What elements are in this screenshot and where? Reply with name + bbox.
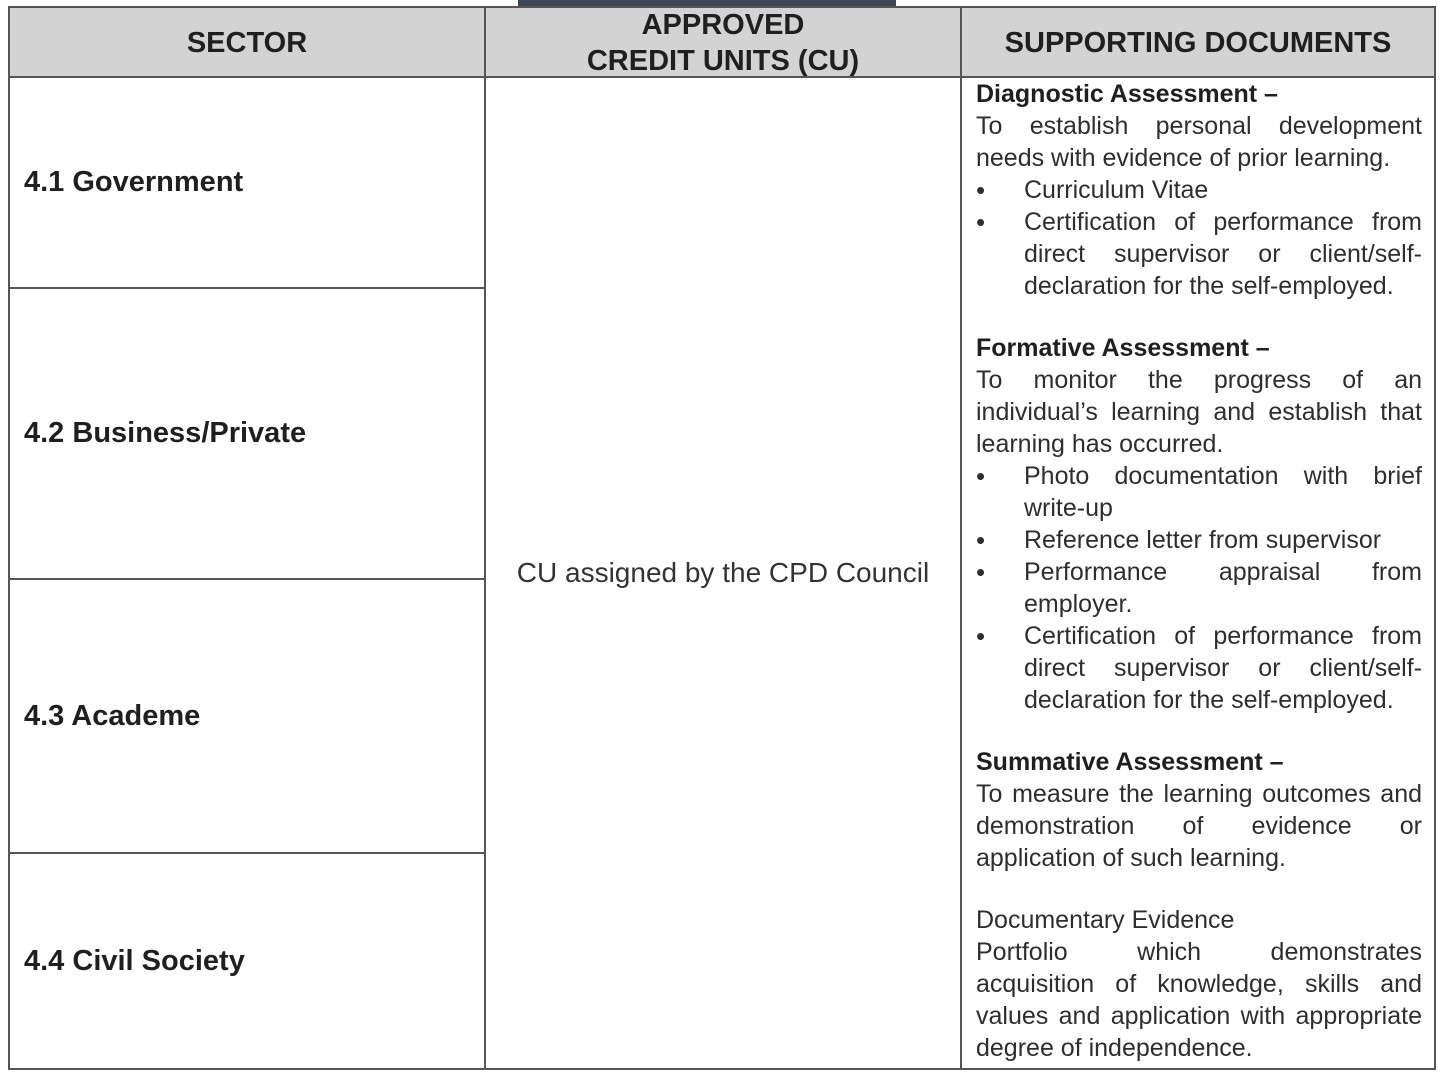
column-divider-2	[960, 8, 962, 1068]
sector-government: 4.1 Government	[24, 166, 244, 198]
bullet-icon: •	[976, 461, 986, 491]
evidence-title: Documentary Evidence	[976, 906, 1235, 934]
bullet-icon: •	[976, 557, 986, 587]
formative-title: Formative Assessment –	[976, 334, 1270, 362]
supporting-documents-cell	[976, 78, 1422, 1064]
formative-text: To monitor the progress of an individual’s learning and establish that learning has occurred.	[976, 366, 1422, 458]
sector-civil-society: 4.4 Civil Society	[24, 944, 245, 977]
list-item: • Reference letter from supervisor	[976, 525, 1382, 555]
credit-units-value: CU assigned by the CPD Council	[516, 557, 930, 588]
list-item: • Performance appraisal from employer.	[976, 557, 1422, 618]
summative-text: To measure the learning outcomes and demonstration of evidence or application of such learning.	[976, 780, 1422, 872]
cpd-table	[8, 6, 1436, 1070]
list-item: • Certification of performance from direct supervisor or client/self-declaration for the self-employed.	[976, 621, 1422, 714]
header-supporting-documents: SUPPORTING DOCUMENTS	[1004, 26, 1392, 59]
bullet-icon: •	[976, 207, 986, 237]
diagnostic-text: To establish personal development needs with evidence of prior learning.	[976, 112, 1422, 172]
list-item: • Curriculum Vitae	[976, 175, 1209, 205]
diagnostic-title: Diagnostic Assessment –	[976, 80, 1278, 108]
evidence-text: Portfolio which demonstrates acquisition of knowledge, skills and values and application with appropriate degree of independence.	[976, 938, 1422, 1062]
header-credit-units-line2: CREDIT UNITS (CU)	[586, 44, 860, 77]
list-item: • Certification of performance from direct supervisor or client/self-declaration for the self-employed.	[976, 207, 1422, 300]
table-header	[10, 8, 1434, 77]
bullet-icon: •	[976, 175, 986, 205]
diagnostic-list	[976, 174, 1422, 302]
header-credit-units-line1: APPROVED	[641, 8, 805, 41]
formative-list	[976, 460, 1422, 716]
list-item: • Photo documentation with brief write-up	[976, 461, 1422, 522]
sector-business-private: 4.2 Business/Private	[24, 417, 307, 449]
summative-title: Summative Assessment –	[976, 748, 1284, 776]
sector-academe: 4.3 Academe	[24, 699, 201, 732]
bullet-icon: •	[976, 621, 986, 651]
header-credit-units	[486, 8, 960, 77]
header-sector: SECTOR	[186, 26, 308, 59]
bullet-icon: •	[976, 525, 986, 555]
